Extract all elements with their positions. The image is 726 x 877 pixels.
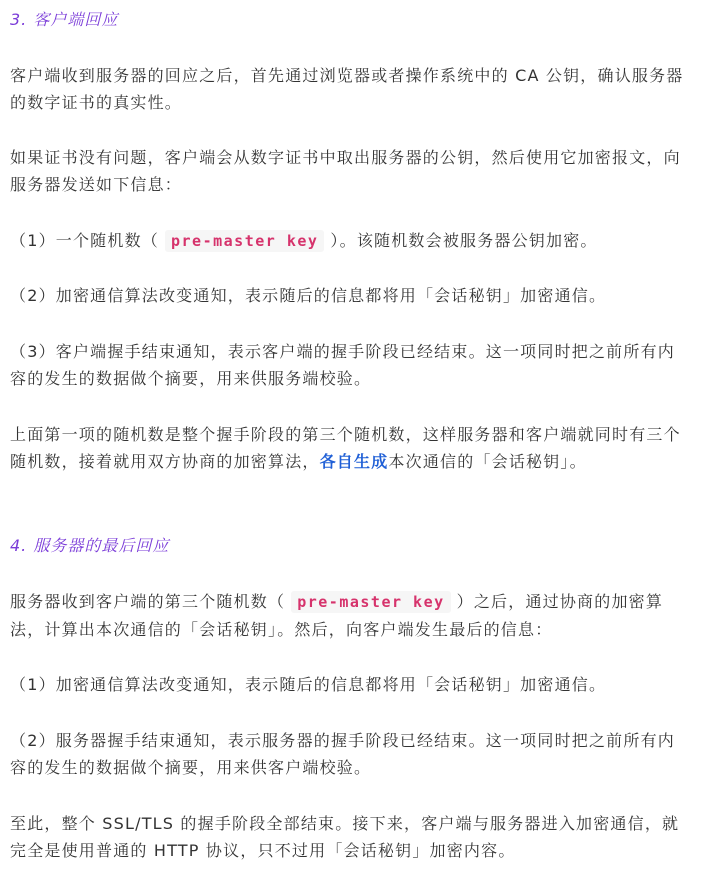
emphasis-each-generate: 各自生成 xyxy=(319,452,389,471)
paragraph-text: 本次通信的「会话秘钥」。 xyxy=(388,452,587,471)
list-item-server-2: （2）服务器握手结束通知，表示服务器的握手阶段已经结束。这一项同时把之前所有内容的发生的数据做个摘要，用来供客户端校验。 xyxy=(10,731,675,777)
list-item-client-3: （3）客户端握手结束通知，表示客户端的握手阶段已经结束。这一项同时把之前所有内容的发生的数据做个摘要，用来供服务端校验。 xyxy=(10,342,675,388)
paragraph-cert-ok: 如果证书没有问题，客户端会从数字证书中取出服务器的公钥，然后使用它加密报文，向服务器发送如下信息： xyxy=(10,148,681,194)
paragraph-client-verify-cert: 客户端收到服务器的回应之后，首先通过浏览器或者操作系统中的 CA 公钥，确认服务器的数字证书的真实性。 xyxy=(10,66,684,112)
paragraph-text: 上面第一项的随机数是整个握手阶段的第三个随机数，这样服务器和客户端就同时有三个随机数，接着就用双方协商的加密算法， xyxy=(10,425,681,471)
section-heading-client-response: 3. 客户端回应 xyxy=(10,10,119,29)
paragraph-third-random xyxy=(10,421,690,475)
inline-code-pre-master-key: pre-master key xyxy=(165,230,324,252)
section-heading-server-final-response: 4. 服务器的最后回应 xyxy=(10,536,170,555)
paragraph-server-receive xyxy=(10,588,690,643)
paragraph-text: 服务器收到客户端的第三个随机数（ xyxy=(10,592,286,611)
list-item-text: （1）一个随机数（ xyxy=(10,231,159,250)
list-item-client-1 xyxy=(10,227,690,255)
list-item-server-1: （1）加密通信算法改变通知，表示随后的信息都将用「会话秘钥」加密通信。 xyxy=(10,675,607,694)
list-item-text: ）。该随机数会被服务器公钥加密。 xyxy=(330,231,598,250)
paragraph-handshake-end: 至此，整个 SSL/TLS 的握手阶段全部结束。接下来，客户端与服务器进入加密通信，就完全是使用普通的 HTTP 协议，只不过用「会话秘钥」加密内容。 xyxy=(10,814,680,860)
inline-code-pre-master-key: pre-master key xyxy=(291,591,450,613)
paragraph-text: ）之后，通过协商的加密算法，计算出本次通信的「会话秘钥」。然后，向客户端发生最后的信息： xyxy=(10,592,664,639)
list-item-client-2: （2）加密通信算法改变通知，表示随后的信息都将用「会话秘钥」加密通信。 xyxy=(10,286,607,305)
